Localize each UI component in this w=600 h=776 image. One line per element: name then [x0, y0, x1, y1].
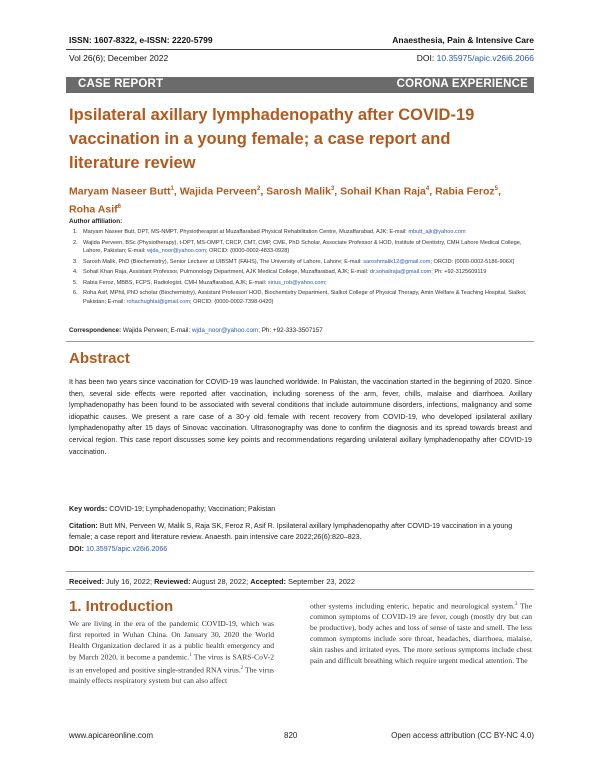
- article-title: [69, 103, 539, 175]
- affiliation-email[interactable]: saroshmalik12@gmail.com: [363, 258, 431, 265]
- affiliation-tail: ; ORCID: {0000-0002-4833-0928}: [205, 248, 290, 254]
- affiliation-item: [69, 279, 534, 288]
- intro-text: We are living in the era of the pandemic COVID-19, which was first reported in Wuhan China. On January 30, 2020 the World Health Organization declared it as a public health emergency and by March 2020, it become a pandemic.: [69, 619, 274, 662]
- correspondence-email[interactable]: wjda_noor@yahoo.com: [191, 327, 259, 334]
- title-line: literature review: [69, 154, 196, 172]
- reviewed-label: Reviewed:: [154, 577, 191, 586]
- affiliation-item: [69, 289, 534, 306]
- affiliation-tail: ; ORCID: {0000-0002-5186-906X}: [430, 258, 515, 265]
- issn: ISSN: 1607-8322, e-ISSN: 2220-5799: [69, 35, 213, 45]
- affiliation-email[interactable]: wjda_noor@yahoo.com: [147, 248, 206, 254]
- affiliation-number: 2.: [73, 239, 78, 246]
- affiliation-list: [69, 228, 534, 308]
- affiliation-text: Wajida Perveen, BSc (Physiotherapy), t-DPT, MS-OMPT, CRCP, CMT, CMP, CME, PhD Scholar, Associate Professor & HOD, Institute of Dentistry, CMH Lahore Medical College, Lahore, Pakistan; E-mail:: [83, 239, 522, 254]
- page-number: 820: [284, 731, 298, 740]
- header-doi: [417, 53, 534, 63]
- keywords-label: Key words:: [69, 505, 108, 513]
- affiliation-email[interactable]: sirius_rob@yahoo.com: [267, 279, 326, 286]
- dates-divider-top: [66, 571, 534, 572]
- intro-text: The virus mainly effects respiratory system but can also affect: [69, 665, 274, 686]
- citation-doi-link[interactable]: 10.35975/apic.v26i6.2066: [85, 544, 168, 553]
- author-sup: 4: [425, 186, 430, 192]
- author-sup: 5: [494, 186, 498, 192]
- abstract-text: It has been two years since vaccination for COVID-19 was launched worldwide. In Pakistan, the vaccination started in the beginning of 2020. Since then, several side effects were reported after vaccination, including soreness of the arm, fever, chills, malaise and diarrhoea. Axillary lymphadenopathy has been found to be associated with several conditions that include autoimmune disorders, infections, malignancy and some idiopathic causes. We present a rare case of a 30-y old female with recent recovery from COVID-19, who developed ipsilateral axillary lymphadenopathy after 15 days of Sinovac vaccination. Ultrasonography was done to confirm the diagnosis and its spread towards breast and cervical region. This case report discusses some key points and recommendations regarding unilateral axillary lymphadenopathy after COVID-19 vaccination.: [69, 378, 532, 456]
- abstract-heading: Abstract: [69, 350, 130, 367]
- affiliation-email[interactable]: dr.sohailraja@gmail.com: [369, 269, 432, 275]
- affiliation-tail: ; ORCID: {0000-0002-7398-0420}: [190, 298, 274, 305]
- accepted-date: September 23, 2022: [288, 577, 356, 586]
- author-sup: 2: [256, 186, 261, 192]
- keywords-text: COVID-19; Lymphadenopathy; Vaccination; Pakistan: [109, 505, 276, 513]
- intro-citation-sup: 1: [189, 653, 192, 659]
- affiliation-item: [69, 258, 534, 267]
- accepted-label: Accepted:: [250, 577, 286, 586]
- correspondence-text: Wajida Perveen; E-mail:: [122, 327, 191, 334]
- affiliation-item: [69, 239, 534, 256]
- affiliation-email[interactable]: rohachughtai@gmail.com: [126, 298, 191, 305]
- title-line: vaccination in a young female; a case report and: [69, 130, 451, 148]
- intro-text: other systems including enteric, hepatic and neurological system.: [310, 601, 515, 611]
- affiliation-number: 1.: [73, 229, 78, 235]
- citation-label: Citation:: [69, 522, 98, 530]
- intro-column-left: [69, 619, 274, 687]
- header-divider: [66, 49, 534, 50]
- correspondence: [69, 327, 323, 334]
- affiliation-text: Sarosh Malik, PhD (Biochemistry), Senior Lecturer at UIBSMT (FAHS), The University of Lahore, Lahore; E-mail:: [83, 258, 362, 265]
- article-type-band: [66, 77, 534, 93]
- citation: [69, 521, 532, 555]
- keywords: [69, 505, 275, 513]
- author-name: Rabia Feroz: [435, 185, 495, 198]
- affiliation-number: 3.: [73, 258, 78, 265]
- introduction-heading: 1. Introduction: [69, 598, 174, 615]
- title-line: Ipsilateral axillary lymphadenopathy after COVID-19: [69, 106, 475, 124]
- affiliation-text: Maryam Naseer Butt, DPT, MS-NMPT, Physiotherapist at Muzaffarabad Physical Rehabilitation Centre, Muzaffarabad, AJK; E-mail:: [83, 229, 407, 235]
- author-name: Wajida Perveen: [179, 185, 257, 198]
- author-name: Sohail Khan Raja: [340, 185, 426, 198]
- citation-doi-label: DOI:: [69, 544, 84, 553]
- dates-divider-bottom: [66, 589, 534, 590]
- correspondence-phone: ; Ph: +92-333-3507157: [258, 327, 323, 334]
- author-sup: 3: [330, 186, 335, 192]
- affiliation-number: 4.: [73, 269, 78, 275]
- corona-experience-label: CORONA EXPERIENCE: [396, 78, 528, 90]
- intro-citation-sup: 2: [240, 665, 244, 671]
- intro-text: The common symptoms of COVID-19 are fever, cough (mostly dry but can be productive), body aches and loss of sense of taste and smell. The less common symptoms include sore throat, headaches, diarrhoea, malaise, skin rashes and irritated eyes. The more serious symptoms include chest pain and difficult breathing which require urgent medical attention. The: [310, 601, 532, 665]
- affiliation-text: Roha Asif, MPhil, PhD scholar (Biochemistry), Assistant Professor/ HOD, Biochemistry Department, Sialkot College of Physical Therapy, Amin Welfare & Teaching Hospital, Sialkot, Pakistan; E-mail:: [83, 290, 527, 305]
- received-label: Received:: [69, 577, 104, 586]
- footer-website-link[interactable]: www.apicareonline.com: [69, 731, 154, 740]
- affiliation-text: Sohail Khan Raja, Assistant Professor, Pulmonology Department, AJK Medical College, Muzaffarabad, AJK; E-mail:: [83, 269, 369, 275]
- header-doi-link[interactable]: 10.35975/apic.v26i6.2066: [436, 53, 534, 63]
- affiliation-number: 5.: [73, 279, 78, 286]
- affiliation-email[interactable]: mbutt_ajk@yahoo.com: [408, 229, 466, 235]
- intro-citation-sup: 3: [514, 602, 518, 607]
- journal-name: Anaesthesia, Pain & Intensive Care: [392, 35, 534, 45]
- intro-column-right: [310, 600, 532, 666]
- affiliation-item: [69, 228, 534, 237]
- correspondence-label: Correspondence:: [69, 327, 122, 334]
- affiliation-item: [69, 268, 534, 277]
- case-report-label: CASE REPORT: [78, 78, 164, 90]
- article-dates: [69, 577, 355, 586]
- author-sup: 1: [170, 186, 174, 192]
- volume-info: Vol 26(6); December 2022: [69, 53, 169, 63]
- author-name: Maryam Naseer Butt: [69, 185, 171, 198]
- author-list: Maryam Naseer Butt$^1$, Wajida Perveen$^2$, Sarosh Malik$^3$, Sohail Khan Raja$^4$, Rabia Feroz$^5$, Roha Asif$^6$: [69, 185, 501, 215]
- section-divider: [66, 341, 534, 342]
- author-name: Roha Asif: [69, 203, 118, 215]
- citation-text: Butt MN, Perveen W, Malik S, Raja SK, Feroz R, Asif R. Ipsilateral axillary lymphadenopathy after COVID-19 vaccination in a young female; a case report and literature review. Anaesth. pain intensive care 2022;26(6):820–823.: [69, 522, 513, 542]
- header-doi-label: DOI:: [416, 53, 435, 63]
- affiliation-tail: ;: [325, 279, 327, 286]
- affiliation-text: Rabia Feroz, MBBS, FCPS, Radiologist, CMH Muzaffarabad, AJK; E-mail:: [83, 279, 267, 286]
- footer-license: Open access attribution (CC BY-NC 4.0): [391, 731, 534, 740]
- affiliation-tail: ; Ph: +92-3125609119: [431, 269, 487, 275]
- reviewed-date: August 28, 2022;: [192, 577, 249, 586]
- received-date: July 16, 2022;: [105, 577, 153, 586]
- author-name: Sarosh Malik: [266, 185, 331, 198]
- affiliation-number: 6.: [73, 290, 78, 296]
- affiliation-heading: Author affiliation:: [69, 218, 123, 225]
- author-sup: 6: [117, 203, 121, 210]
- intro-text: The virus is SARS-CoV-2 is an enveloped and positive single-stranded RNA virus.: [69, 652, 274, 675]
